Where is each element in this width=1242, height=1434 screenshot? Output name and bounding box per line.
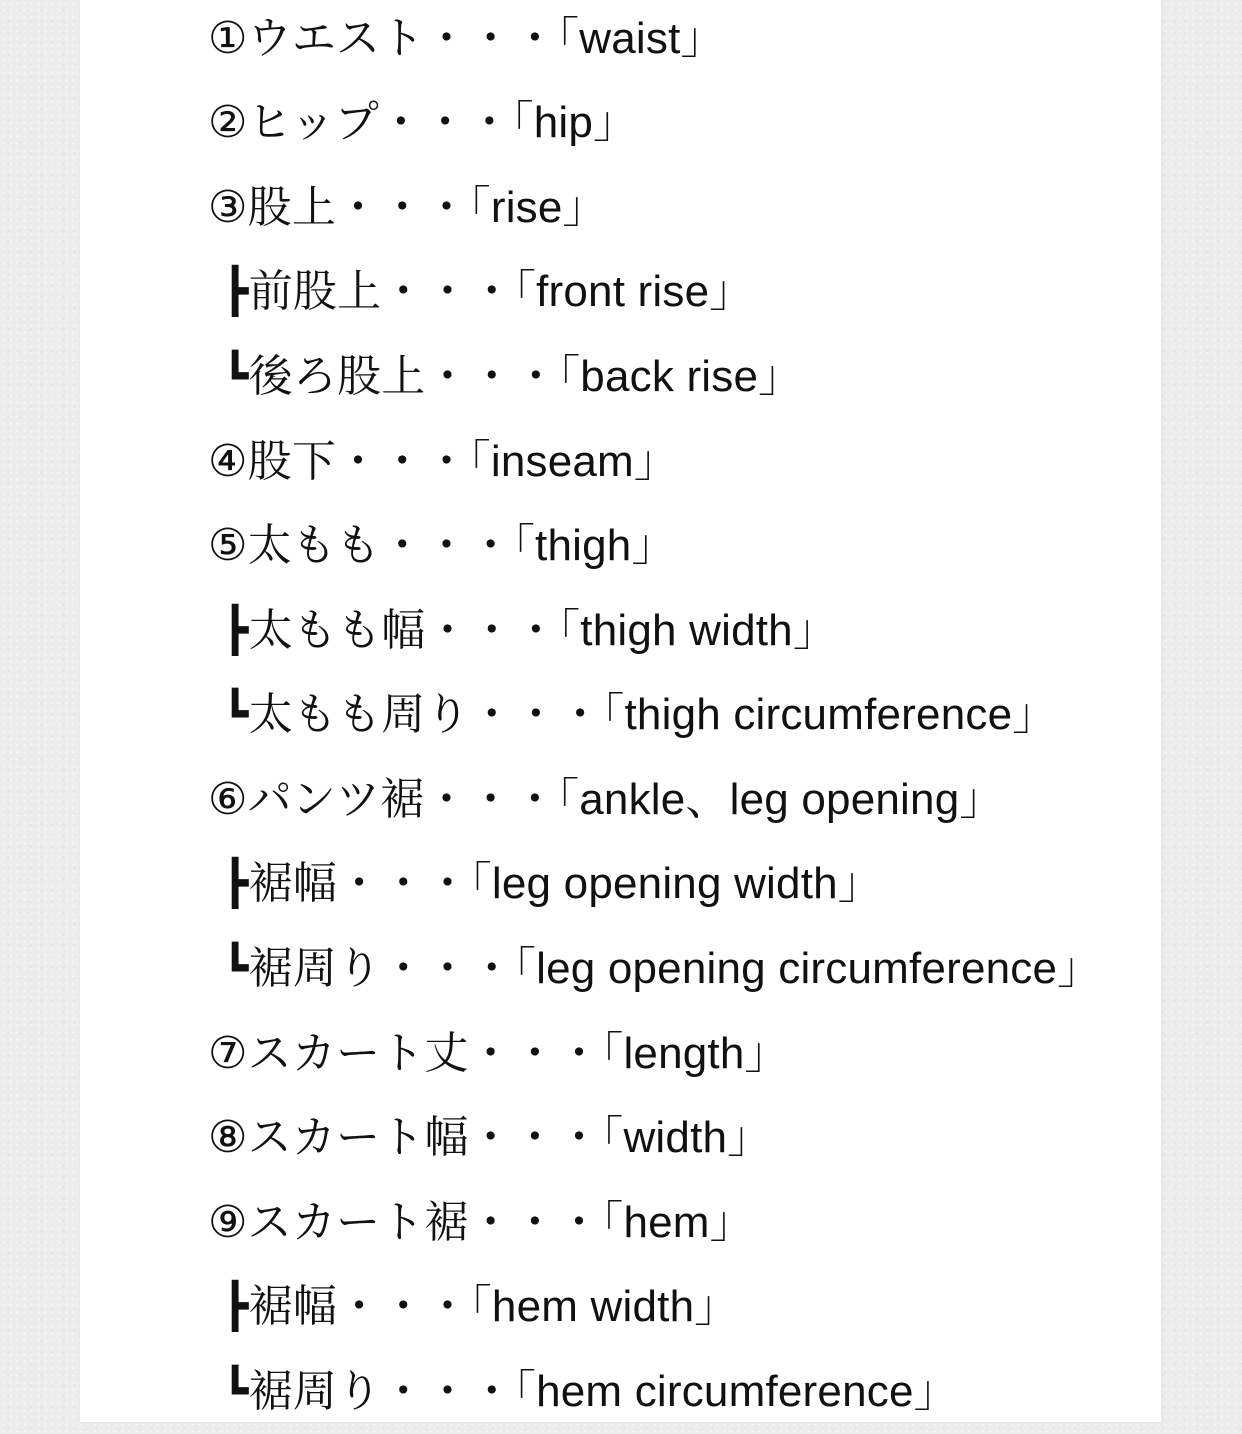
- list-item-leg-opening-circumference: [222, 927, 1101, 1011]
- term-japanese: ⑨スカート裾・・・: [208, 1197, 602, 1248]
- term-english: 「hem」: [601, 1198, 754, 1247]
- term-english: 「ankle、leg opening」: [557, 775, 1004, 824]
- term-japanese: ┗太もも周り・・・: [222, 689, 603, 740]
- list-item-thigh-circumference: [222, 673, 1056, 757]
- term-japanese: ②ヒップ・・・: [208, 97, 512, 148]
- list-item-thigh: [208, 504, 676, 588]
- list-item-waist: [208, 0, 725, 81]
- list-item-inseam: [208, 420, 678, 504]
- term-english: 「hem circumference」: [513, 1367, 958, 1416]
- list-item-back-rise: [222, 335, 802, 419]
- list-item-hem-circumference: [222, 1350, 958, 1434]
- list-item-hip: [208, 81, 637, 165]
- term-japanese: ⑧スカート幅・・・: [208, 1112, 602, 1163]
- term-english: 「front rise」: [513, 267, 754, 316]
- list-item-pants-hem: [208, 758, 1004, 842]
- term-japanese: ③股上・・・: [208, 182, 469, 233]
- list-item-skirt-length: [208, 1012, 789, 1096]
- list-item-thigh-width: [222, 589, 837, 673]
- term-japanese: ┗裾周り・・・: [222, 943, 514, 994]
- document-page: [80, 0, 1161, 1422]
- term-japanese: ⑦スカート丈・・・: [208, 1028, 602, 1079]
- term-english: 「back rise」: [558, 352, 803, 401]
- term-japanese: ┣裾幅・・・: [222, 858, 470, 909]
- term-japanese: ┣太もも幅・・・: [222, 605, 559, 656]
- term-english: 「thigh width」: [558, 606, 838, 655]
- term-english: 「thigh circumference」: [602, 690, 1057, 739]
- list-item-skirt-hem: [208, 1181, 754, 1265]
- term-english: 「waist」: [557, 14, 725, 63]
- term-japanese: ⑤太もも・・・: [208, 520, 513, 571]
- term-english: 「hem width」: [469, 1282, 739, 1331]
- term-english: 「leg opening width」: [469, 859, 882, 908]
- term-japanese: ┗後ろ股上・・・: [222, 351, 559, 402]
- term-english: 「thigh」: [512, 521, 676, 570]
- term-japanese: ┗裾周り・・・: [222, 1366, 514, 1417]
- term-english: 「leg opening circumference」: [513, 944, 1102, 993]
- term-japanese: ①ウエスト・・・: [208, 13, 558, 64]
- term-english: 「inseam」: [468, 437, 679, 486]
- list-item-hem-width: [222, 1265, 738, 1349]
- list-item-leg-opening-width: [222, 842, 882, 926]
- term-english: 「length」: [601, 1029, 789, 1078]
- term-english: 「rise」: [468, 183, 607, 232]
- list-item-rise: [208, 166, 607, 250]
- term-japanese: ④股下・・・: [208, 436, 469, 487]
- term-english: 「hip」: [511, 98, 638, 147]
- list-item-skirt-width: [208, 1096, 771, 1180]
- term-japanese: ┣裾幅・・・: [222, 1281, 470, 1332]
- list-item-front-rise: [222, 250, 753, 334]
- term-japanese: ⑥パンツ裾・・・: [208, 774, 558, 825]
- term-japanese: ┣前股上・・・: [222, 266, 514, 317]
- term-english: 「width」: [601, 1113, 772, 1162]
